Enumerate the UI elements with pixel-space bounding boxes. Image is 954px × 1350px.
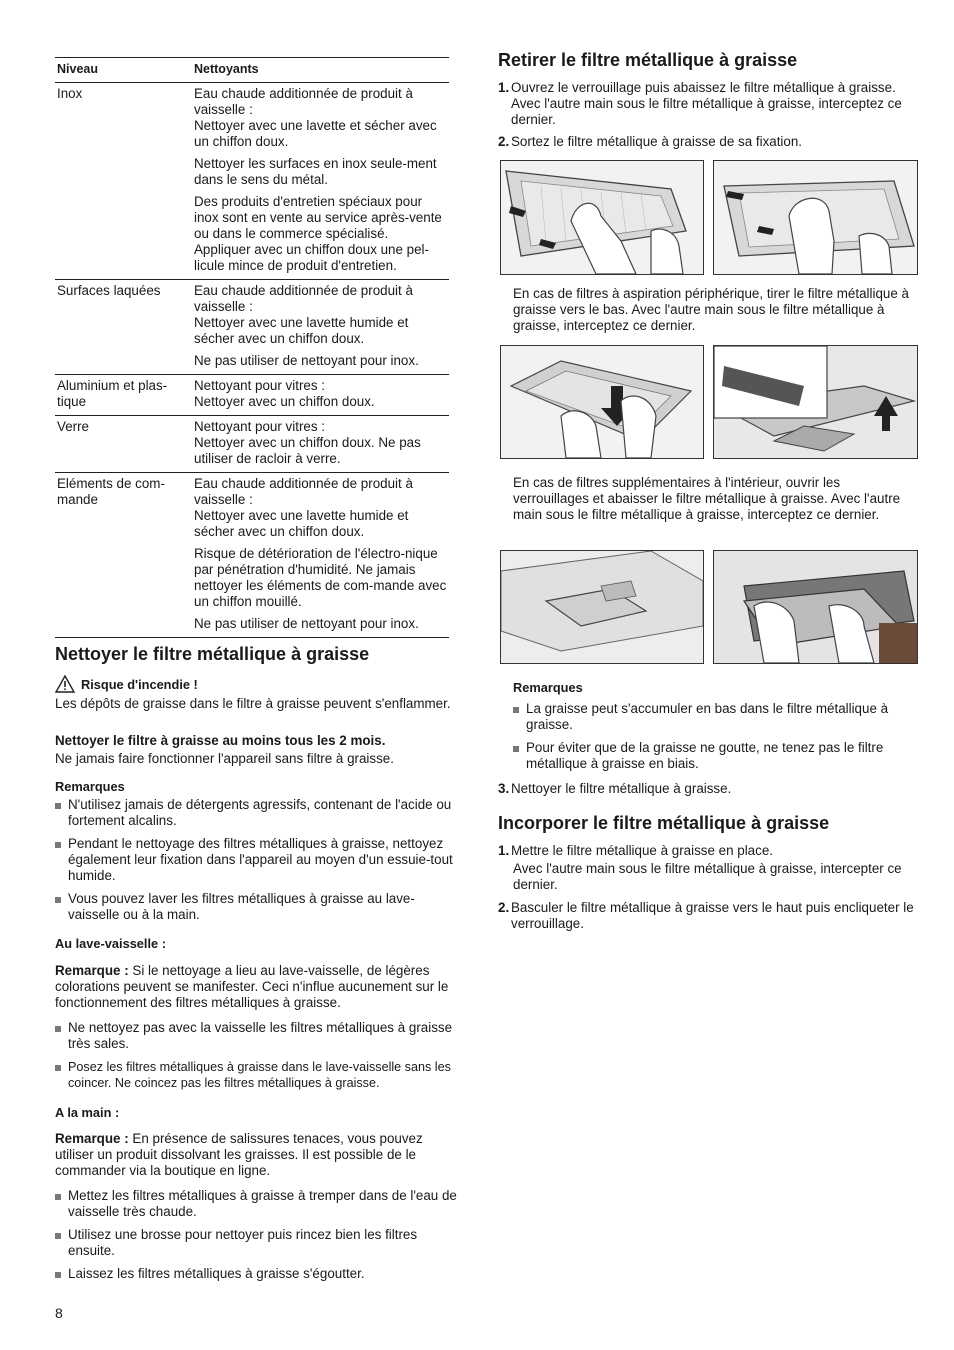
illustration-peripheral-pull [500,345,704,459]
bullet-icon [55,1194,61,1200]
table-cell-cleaners [192,83,449,280]
header-nettoyants: Nettoyants [192,58,449,83]
bullet-icon [55,1026,61,1032]
list-item: Pour éviter que de la graisse ne goutte, ne tenez pas le filtre métallique à graisse en biais. [513,740,918,772]
bullet-icon [55,842,61,848]
list-item: Laissez les filtres métalliques à graisse s'égoutter. [55,1266,460,1282]
bullet-icon [55,897,61,903]
table-cell-level: Inox [55,83,192,280]
list-item: Ne nettoyez pas avec la vaisselle les filtres métalliques à graisse très sales. [55,1020,467,1052]
remarques-list-left [55,797,460,923]
illustration-supp-filter-open [713,550,918,664]
illustration-supp-filter-closed [500,550,704,664]
step-item: 2. Sortez le filtre métallique à graisse de sa fixation. [498,134,803,149]
no-run-without-filter: Ne jamais faire fonctionner l'appareil sans filtre à graisse. [55,751,394,766]
table-row [55,375,449,416]
table-cell-cleaners [192,473,449,638]
insert-steps [498,843,916,932]
cleaner-paragraph: Ne pas utiliser de nettoyant pour inox. [194,353,419,368]
cleaner-paragraph: Nettoyant pour vitres : Nettoyer avec un chiffon doux. [194,378,375,409]
remarques-title-left: Remarques [55,779,125,794]
illustration-peripheral-lift [713,345,918,459]
clean-interval: Nettoyer le filtre à graisse au moins tous les 2 mois. [55,733,386,748]
cleaner-paragraph: Des produits d'entretien spéciaux pour inox sont en vente au service après-vente ou dans le commerce spécialisé. Appliquer avec un chiffon doux une pel-licule mince de produit d'entretien. [194,194,442,273]
step-item: 3. Nettoyer le filtre métallique à graisse. [498,781,732,796]
list-item: Posez les filtres métalliques à graisse dans le lave-vaisselle sans les coincer. Ne coincez pas les filtres métalliques à graisse. [55,1059,467,1091]
peripheral-filter-text: En cas de filtres à aspiration périphérique, tirer le filtre métallique à graisse vers le bas. Avec l'autre main sous le filtre métallique à graisse, interceptez ce dernier. [513,286,909,333]
cleaner-paragraph: Nettoyant pour vitres : Nettoyer avec un chiffon doux. Ne pas utiliser de racloir à verre. [194,419,421,466]
step-item: 2. Basculer le filtre métallique à graisse vers le haut puis encliqueter le verrouillage. [498,900,914,931]
table-cell-level: Verre [55,416,192,473]
table-row [55,83,449,280]
bullet-icon [513,746,519,752]
section-heading-clean: Nettoyer le filtre métallique à graisse [55,644,370,664]
cleaner-paragraph: Eau chaude additionnée de produit à vaisselle : Nettoyer avec une lavette et sécher avec un chiffon doux. [194,86,437,149]
lave-vaisselle-title: Au lave-vaisselle : [55,936,166,951]
page-number: 8 [55,1305,63,1321]
bullet-icon [55,1065,61,1071]
cleaner-paragraph: Risque de détérioration de l'électro-nique par pénétration d'humidité. Ne jamais nettoyer les éléments de com-mande avec un chiffon mouillé. [194,546,447,609]
a-la-main-title: A la main : [55,1105,120,1120]
list-item: Utilisez une brosse pour nettoyer puis rincez bien les filtres ensuite. [55,1227,460,1259]
warning-text: Les dépôts de graisse dans le filtre à graisse peuvent s'enflammer. [55,696,451,711]
lave-vaisselle-remark: Remarque : Si le nettoyage a lieu au lave-vaisselle, de légères colorations peuvent se manifester. Ceci n'influe aucunement sur le fonctionnement des filtres métalliques à graisse. [55,963,449,1010]
section-heading-remove: Retirer le filtre métallique à graisse [498,50,798,70]
table-cell-cleaners [192,416,449,473]
illustration-open-lock [500,160,704,275]
illustration-remove-filter [713,160,918,275]
a-la-main-remark: Remarque : En présence de salissures tenaces, vous pouvez utiliser un produit dissolvant les graisses. Il est possible de le commander via la boutique en ligne. [55,1131,423,1178]
cleaner-paragraph: Eau chaude additionnée de produit à vaisselle : Nettoyer avec une lavette humide et sécher avec un chiffon doux. [194,283,413,346]
lave-vaisselle-list [55,1020,467,1091]
table-row [55,416,449,473]
table-cell-level: Surfaces laquées [55,280,192,375]
a-la-main-list [55,1188,460,1282]
list-item: Pendant le nettoyage des filtres métalliques à graisse, nettoyez également leur fixation dans l'appareil au moyen d'un essuie-tout humide. [55,836,460,884]
list-item: La graisse peut s'accumuler en bas dans le filtre métallique à graisse. [513,701,918,733]
cleaner-paragraph: Nettoyer les surfaces en inox seule-ment dans le sens du métal. [194,156,437,187]
bullet-icon [55,1272,61,1278]
table-cell-cleaners [192,280,449,375]
list-item: Mettez les filtres métalliques à graisse à tremper dans de l'eau de vaisselle très chaude. [55,1188,460,1220]
list-item: N'utilisez jamais de détergents agressifs, contenant de l'acide ou fortement alcalins. [55,797,460,829]
cleaning-table [55,57,449,638]
table-row [55,280,449,375]
step-item: 1. Ouvrez le verrouillage puis abaissez le filtre métallique à graisse. Avec l'autre main sous le filtre métallique à graisse, interceptez ce dernier. [498,80,902,127]
remarques-title-right: Remarques [513,680,583,695]
warning-triangle-icon [55,675,75,693]
warning-title: Risque d'incendie ! [81,676,198,692]
table-header-row [55,58,449,83]
table-cell-level: Eléments de com-mande [55,473,192,638]
step-sub-text: Avec l'autre main sous le filtre métallique à graisse, intercepter ce dernier. [513,861,902,892]
fire-warning [55,675,198,693]
remove-steps [498,80,916,150]
cleaner-paragraph: Ne pas utiliser de nettoyant pour inox. [194,616,419,631]
bullet-icon [55,803,61,809]
bullet-icon [55,1233,61,1239]
supplementary-filter-text: En cas de filtres supplémentaires à l'intérieur, ouvrir les verrouillages et abaisser le filtre métallique à graisse. Avec l'autre main sous le filtre métallique à graisse, interceptez ce dernier. [513,475,901,522]
table-cell-level: Aluminium et plas-tique [55,375,192,416]
cleaner-paragraph: Eau chaude additionnée de produit à vaisselle : Nettoyer avec une lavette humide et sécher avec un chiffon doux. [194,476,413,539]
remarques-list-right [513,701,918,772]
table-row [55,473,449,638]
bullet-icon [513,707,519,713]
list-item: Vous pouvez laver les filtres métalliques à graisse au lave-vaisselle ou à la main. [55,891,460,923]
step-item: 1. Mettre le filtre métallique à graisse en place. [498,843,773,858]
table-cell-cleaners [192,375,449,416]
section-heading-insert: Incorporer le filtre métallique à graisse [498,813,830,833]
header-niveau: Niveau [55,58,192,83]
